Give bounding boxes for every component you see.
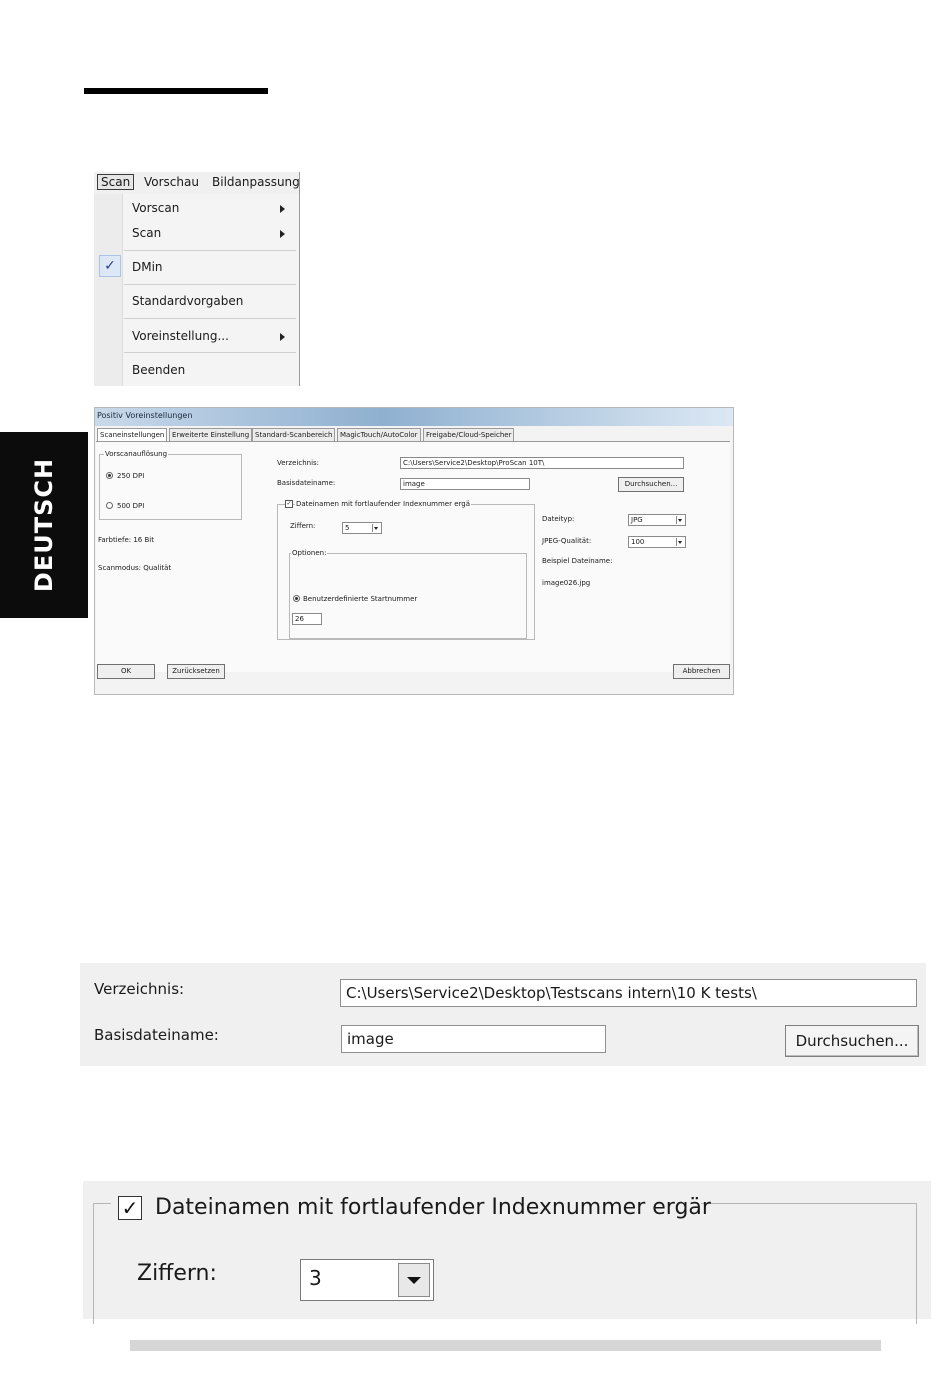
ok-button[interactable]: OK (97, 664, 155, 679)
cancel-button[interactable]: Abbrechen (673, 664, 730, 679)
radio-500-dpi[interactable] (106, 502, 113, 509)
basename-input[interactable]: image (400, 478, 530, 490)
index-checkbox-label: Dateinamen mit fortlaufender Indexnummer ergä (296, 500, 471, 508)
zoom-basename-input[interactable]: image (341, 1025, 606, 1053)
menu-separator (124, 352, 296, 353)
language-label: DEUTSCH (30, 457, 58, 593)
menu-separator (124, 284, 296, 285)
res-250-label: 250 DPI (117, 472, 145, 480)
zoom-digits-label: Ziffern: (137, 1261, 217, 1286)
menu-item-voreinstellung[interactable]: Voreinstellung... (132, 329, 229, 343)
example-filename-value: image026.jpg (542, 579, 591, 587)
dialog-title: Positiv Voreinstellungen (97, 411, 193, 420)
zoomed-directory-fields (80, 963, 926, 1066)
dropdown-arrow-icon (372, 524, 380, 532)
custom-start-radio[interactable] (293, 595, 300, 602)
radio-250-dpi[interactable] (106, 472, 113, 479)
res-500-label: 500 DPI (117, 502, 145, 510)
resolution-group-label: Vorscanauflösung (105, 450, 168, 458)
language-side-tab (0, 432, 88, 618)
preferences-dialog (94, 407, 734, 695)
menu-scan[interactable]: Scan (97, 174, 134, 190)
dropdown-arrow-icon (676, 538, 684, 546)
zoom-browse-button[interactable]: Durchsuchen... (785, 1025, 919, 1057)
dialog-body (96, 441, 730, 672)
zoom-directory-label: Verzeichnis: (94, 980, 185, 998)
zoom-index-label: Dateinamen mit fortlaufender Indexnummer ergär (155, 1195, 711, 1220)
reset-button[interactable]: Zurücksetzen (167, 664, 225, 679)
heading-rule (84, 88, 268, 94)
basename-label: Basisdateiname: (277, 479, 336, 487)
submenu-arrow-icon (280, 333, 285, 341)
index-checkbox[interactable]: ✓ (286, 500, 292, 507)
directory-label: Verzeichnis: (277, 459, 320, 467)
dropdown-arrow-icon (676, 516, 684, 524)
browse-button[interactable]: Durchsuchen... (618, 477, 684, 492)
digits-value: 5 (345, 524, 350, 532)
dialog-footer (95, 667, 733, 694)
custom-start-label: Benutzerdefinierte Startnummer (303, 595, 418, 603)
scan-mode-text: Scanmodus: Qualität (98, 564, 172, 572)
directory-input[interactable]: C:\Users\Service2\Desktop\ProScan 10T\ (400, 457, 684, 469)
tab-standard-scanbereich[interactable]: Standard-Scanbereich (252, 428, 335, 441)
scan-dropdown (94, 194, 299, 386)
resolution-group (99, 454, 242, 520)
menu-item-vorscan[interactable]: Vorscan (132, 201, 180, 215)
zoom-digits-select[interactable] (300, 1259, 434, 1301)
jpeg-quality-value: 100 (631, 538, 645, 546)
example-filename-label: Beispiel Dateiname: (542, 557, 613, 565)
filetype-select[interactable] (628, 514, 686, 526)
checkmark-icon: ✓ (99, 255, 121, 277)
submenu-arrow-icon (280, 230, 285, 238)
filetype-label: Dateityp: (542, 515, 575, 523)
menu-gutter (94, 194, 123, 386)
menu-separator (124, 250, 296, 251)
tab-freigabe[interactable]: Freigabe/Cloud-Speicher (423, 428, 514, 441)
menu-item-dmin[interactable]: DMin (132, 260, 163, 274)
menu-item-beenden[interactable]: Beenden (132, 363, 186, 377)
jpeg-quality-select[interactable] (628, 536, 686, 548)
tab-erweiterte-einstellung[interactable]: Erweiterte Einstellung (169, 428, 252, 441)
digits-select[interactable] (342, 522, 382, 534)
zoom-directory-input[interactable]: C:\Users\Service2\Desktop\Testscans intern\10 K tests\ (340, 979, 917, 1007)
zoomed-index-option (83, 1181, 931, 1319)
menu-item-scan[interactable]: Scan (132, 226, 162, 240)
tab-magictouch[interactable]: MagicTouch/AutoColor (337, 428, 421, 441)
page-footer-bar (130, 1340, 881, 1351)
menubar (94, 172, 299, 194)
dialog-titlebar (95, 408, 733, 426)
zoom-digits-value: 3 (309, 1266, 322, 1290)
tab-scaneinstellungen[interactable]: Scaneinstellungen (97, 428, 167, 442)
start-number-input[interactable]: 26 (292, 613, 322, 625)
menu-item-standardvorgaben[interactable]: Standardvorgaben (132, 294, 244, 308)
menu-vorschau[interactable]: Vorschau (144, 175, 199, 189)
filetype-value: JPG (631, 516, 643, 524)
digits-label: Ziffern: (290, 522, 316, 530)
menu-separator (124, 318, 296, 319)
zoom-basename-label: Basisdateiname: (94, 1026, 219, 1044)
dropdown-arrow-icon[interactable] (398, 1263, 430, 1297)
color-depth-text: Farbtiefe: 16 Bit (98, 536, 154, 544)
menu-bildanpassung[interactable]: Bildanpassung (212, 175, 300, 189)
jpeg-quality-label: JPEG-Qualität: (542, 537, 592, 545)
options-group-label: Optionen: (292, 549, 327, 557)
scan-menu-screenshot (94, 172, 300, 386)
submenu-arrow-icon (280, 205, 285, 213)
zoom-index-checkbox[interactable]: ✓ (118, 1196, 142, 1220)
